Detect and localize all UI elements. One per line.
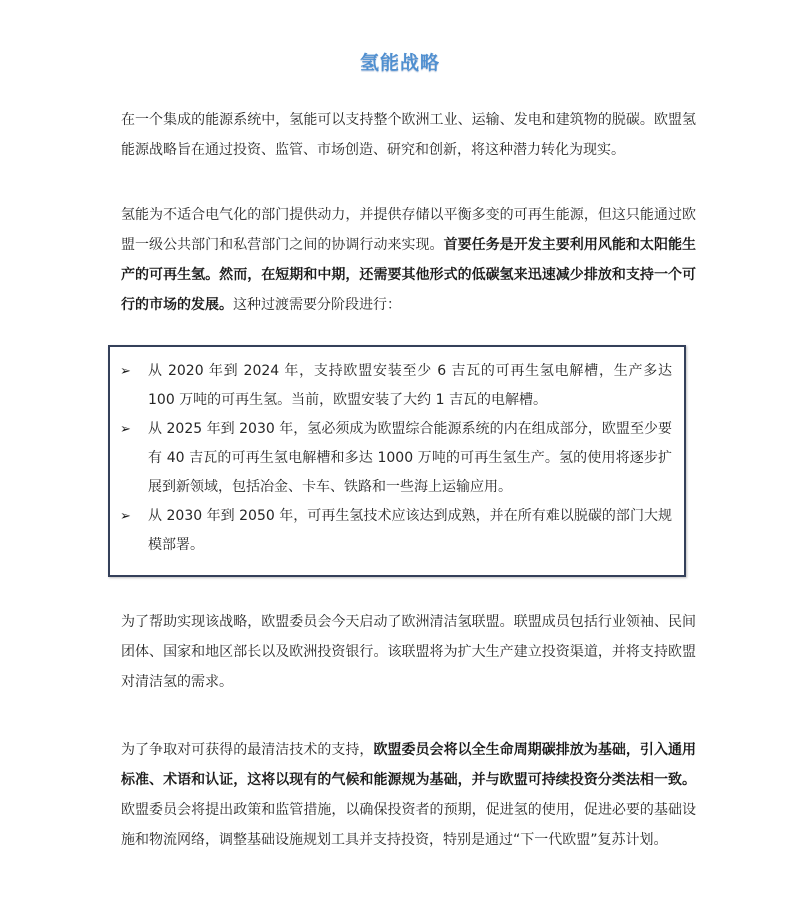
priority-paragraph-tail: 这种过渡需要分阶段进行： bbox=[233, 297, 401, 313]
standards-paragraph-bold: 欧盟委员会将以全生命周期碳排放为基础，引入通用标准、术语和认证，这将以现有的气候和能源规为基础，并与欧盟可持续投资分类法相一致。 bbox=[121, 742, 697, 788]
phases-box bbox=[108, 345, 686, 577]
priority-paragraph bbox=[121, 200, 696, 320]
standards-paragraph-tail: 欧盟委员会将提出政策和监管措施，以确保投资者的预期，促进氢的使用，促进必要的基础设施和物流网络，调整基础设施规划工具并支持投资，特别是通过“下一代欧盟”复苏计划。 bbox=[121, 802, 696, 848]
alliance-paragraph: 为了帮助实现该战略，欧盟委员会今天启动了欧洲清洁氢联盟。联盟成员包括行业领袖、民间团体、国家和地区部长以及欧洲投资银行。该联盟将为扩大生产建立投资渠道，并将支持欧盟对清洁氢的需求。 bbox=[121, 614, 696, 690]
phase-text: 从 2030 年到 2050 年，可再生氢技术应该达到成熟，并在所有难以脱碳的部门大规模部署。 bbox=[148, 508, 672, 553]
phase-item-1 bbox=[110, 357, 684, 415]
arrow-bullet-icon: ➢ bbox=[120, 422, 131, 437]
phase-text: 从 2020 年到 2024 年，支持欧盟安装至少 6 吉瓦的可再生氢电解槽，生产多达 100 万吨的可再生氢。当前，欧盟安装了大约 1 吉瓦的电解槽。 bbox=[148, 363, 672, 408]
standards-paragraph-text: 为了争取对可获得的最清洁技术的支持， bbox=[121, 742, 374, 758]
priority-paragraph-text: 氢能为不适合电气化的部门提供动力，并提供存储以平衡多变的可再生能源，但这只能通过欧盟一级公共部门和私营部门之间的协调行动来实现。 bbox=[121, 207, 696, 253]
phase-item-3 bbox=[110, 502, 684, 560]
phase-text: 从 2025 年到 2030 年，氢必须成为欧盟综合能源系统的内在组成部分，欧盟至少要有 40 吉瓦的可再生氢电解槽和多达 1000 万吨的可再生氢生产。氢的使用将逐步扩展到新领域，包括冶金、卡车、铁路和一些海上运输应用。 bbox=[148, 421, 672, 495]
standards-paragraph bbox=[121, 735, 696, 855]
intro-paragraph: 在一个集成的能源系统中，氢能可以支持整个欧洲工业、运输、发电和建筑物的脱碳。欧盟氢能源战略旨在通过投资、监管、市场创造、研究和创新，将这种潜力转化为现实。 bbox=[121, 112, 696, 158]
arrow-bullet-icon: ➢ bbox=[120, 364, 131, 379]
priority-paragraph-bold: 首要任务是开发主要利用风能和太阳能生产的可再生氢。然而，在短期和中期，还需要其他形式的低碳氢来迅速减少排放和支持一个可行的市场的发展。 bbox=[121, 237, 697, 313]
arrow-bullet-icon: ➢ bbox=[120, 509, 131, 524]
phases-list bbox=[110, 357, 684, 560]
document-title: 氢能战略 bbox=[359, 52, 440, 74]
phase-item-2 bbox=[110, 415, 684, 502]
